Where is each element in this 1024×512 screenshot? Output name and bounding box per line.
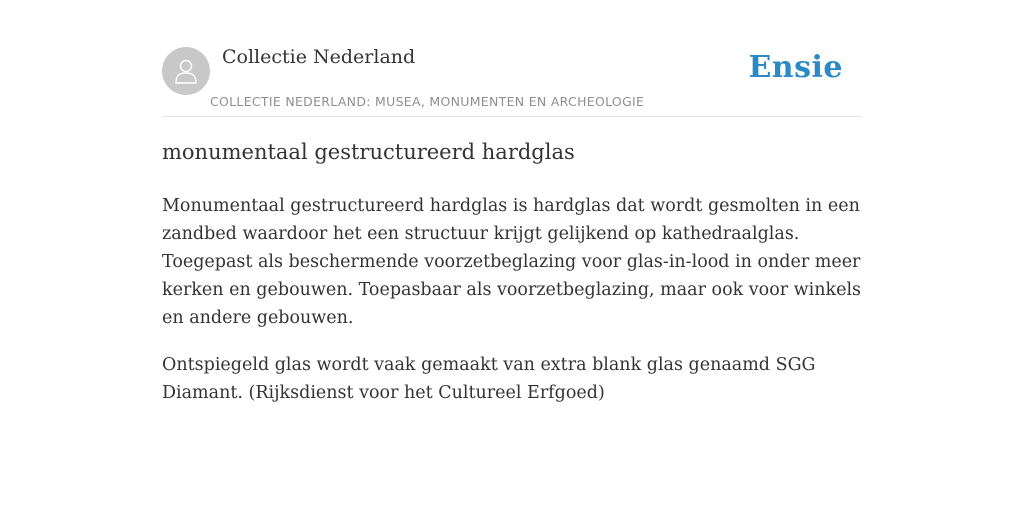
user-silhouette-icon — [173, 57, 199, 85]
article-title: monumentaal gestructureerd hardglas — [162, 140, 575, 164]
collection-label[interactable]: COLLECTIE NEDERLAND: MUSEA, MONUMENTEN EN ARCHEOLOGIE — [210, 94, 645, 109]
avatar[interactable] — [162, 47, 210, 95]
article-body — [162, 192, 862, 426]
article-paragraph: Ontspiegeld glas wordt vaak gemaakt van extra blank glas genaamd SGG Diamant. (Rijksdienst voor het Cultureel Erfgoed) — [162, 355, 816, 403]
article-paragraph: Monumentaal gestructureerd hardglas is hardglas dat wordt gesmolten in een zandbed waardoor het een structuur krijgt gelijkend op kathedraalglas. Toegepast als beschermende voorzetbeglazing voor glas-in-lood in onder meer kerken en gebouwen. Toepasbaar als voorzetbeglazing, maar ook voor winkels en andere gebouwen. — [162, 196, 862, 328]
author-name[interactable]: Collectie Nederland — [222, 46, 416, 68]
article-header — [162, 44, 862, 117]
brand-logo[interactable]: Ensie — [748, 50, 843, 85]
